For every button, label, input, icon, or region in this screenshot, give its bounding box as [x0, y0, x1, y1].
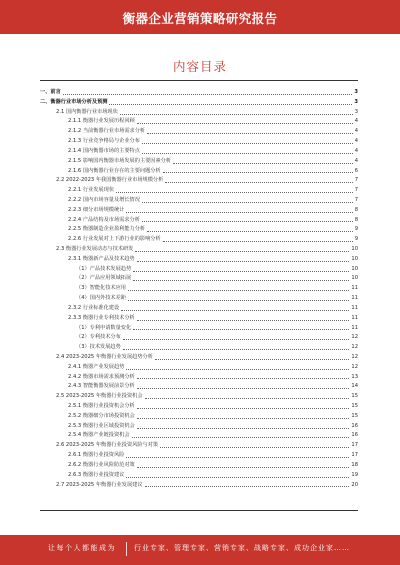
toc-entry-page: 6 — [354, 167, 358, 174]
toc-entry[interactable] — [40, 461, 358, 471]
toc-leader-dots — [133, 280, 349, 281]
toc-entry-title: 2.2.6 行业发展对上下游行业的影响分析 — [68, 236, 161, 243]
toc-entry-title: 2.3.3 衡器行业专利技术分析 — [68, 314, 135, 321]
toc-leader-dots — [173, 163, 353, 164]
toc-entry[interactable] — [40, 235, 358, 245]
toc-entry-page: 16 — [351, 432, 358, 439]
toc-entry-title: （3）智能化技术应用 — [76, 285, 126, 292]
toc-entry-title: （1）专利申请数量变化 — [76, 324, 132, 331]
toc-leader-dots — [120, 114, 353, 115]
toc-leader-dots — [137, 418, 350, 419]
toc-entry-page: 16 — [351, 422, 358, 429]
toc-entry-page: 3 — [354, 98, 358, 105]
toc-entry-page: 10 — [351, 265, 358, 272]
toc-entry-title: 2.5.3 衡器行业区域投资机会 — [68, 422, 135, 429]
toc-entry-title: （2）产品应用领域拓展 — [76, 275, 132, 282]
toc-entry-title: 2.5 2023-2025 年衡器行业投资机会 — [56, 393, 143, 400]
toc-entry-page: 3 — [354, 108, 358, 115]
toc-leader-dots — [123, 349, 350, 350]
toc-entry[interactable] — [40, 294, 358, 304]
toc-entry-page: 20 — [351, 481, 358, 488]
toc-entry[interactable] — [40, 98, 358, 108]
toc-entry-page: 7 — [354, 196, 358, 203]
toc-entry-page: 4 — [354, 118, 358, 125]
toc-entry-page: 10 — [351, 246, 358, 252]
toc-entry[interactable] — [40, 284, 358, 294]
toc-entry-page: 7 — [354, 177, 358, 184]
toc-leader-dots — [163, 172, 353, 173]
toc-entry-title: 2.1.6 国内衡器行业存在的主要问题分析 — [68, 167, 161, 174]
footer-divider — [126, 542, 127, 556]
toc-entry-page: 15 — [351, 412, 358, 419]
toc-entry-title: 2.2.5 衡器制造企业盈利能力分析 — [68, 226, 146, 233]
toc-leader-dots — [121, 310, 349, 311]
toc-leader-dots — [123, 339, 350, 340]
toc-leader-dots — [126, 457, 349, 458]
toc-leader-dots — [155, 359, 350, 360]
toc-entry-title: 2.6.1 衡器行业投资风险 — [68, 452, 125, 459]
toc-entry-title: 2.6.3 衡器行业投资建议 — [68, 471, 125, 478]
toc-entry-title: 2.5.1 衡器行业投资机会分析 — [68, 403, 135, 409]
toc-entry-title: 2.2.3 细分市场规模统计 — [68, 206, 125, 213]
toc-entry-page: 8 — [354, 216, 358, 223]
toc-leader-dots — [133, 329, 349, 330]
toc-entry[interactable] — [40, 451, 358, 461]
toc-entry-title: 2.1.1 衡器行业发展历程回顾 — [68, 118, 135, 125]
toc-bottom-rule — [40, 510, 358, 511]
toc-entry-title: 2.4.1 衡器产业发展趋势 — [68, 363, 125, 370]
toc-entry[interactable] — [40, 137, 358, 147]
toc-entry-page: 12 — [351, 353, 358, 360]
toc-entry-page: 19 — [351, 471, 358, 478]
toc-entry-page: 10 — [351, 255, 358, 262]
toc-entry[interactable] — [40, 324, 358, 334]
toc-entry-title: 2.1.3 行业竞争格局与企业分布 — [68, 138, 140, 145]
toc-entry-page: 4 — [354, 157, 358, 164]
toc-leader-dots — [142, 202, 353, 203]
toc-leader-dots — [145, 398, 350, 399]
toc-entry-page: 4 — [354, 138, 358, 145]
toc-entry-title: 2.3.2 行业标准化建设 — [68, 304, 120, 311]
toc-entry-title: 2.1 国内衡器行业市场现状 — [56, 108, 118, 115]
toc-leader-dots — [137, 388, 350, 389]
toc-entry[interactable] — [40, 206, 358, 216]
toc-entry[interactable] — [40, 373, 358, 383]
toc-entry[interactable] — [40, 481, 358, 491]
toc-entry[interactable] — [40, 353, 358, 363]
toc-entry-title: 2.4.2 衡器市场需求预测分析 — [68, 373, 135, 380]
toc-entry[interactable] — [40, 412, 358, 422]
toc-entry-title: 2.3.1 衡器新产品及技术趋势 — [68, 255, 135, 262]
toc-entry[interactable] — [40, 88, 358, 98]
toc-entry-title: 2.7 2023-2025 年衡器行业发展建议 — [56, 481, 143, 488]
toc-entry-title: 2.1.2 当前衡器行业市场需求分析 — [68, 128, 146, 135]
toc-entry-page: 11 — [351, 295, 358, 302]
report-title: 衡器企业营销策略研究报告 — [122, 11, 278, 26]
toc-leader-dots — [137, 123, 353, 124]
toc-entry-title: 2.6.2 衡器行业风险防范对策 — [68, 461, 135, 468]
toc-entry[interactable] — [40, 441, 358, 451]
toc-entry[interactable] — [40, 392, 358, 402]
toc-leader-dots — [63, 94, 353, 95]
table-of-contents — [40, 88, 358, 490]
toc-entry-title: 2.3 衡器行业发展动态与技术研发 — [56, 246, 134, 252]
toc-leader-dots — [163, 241, 353, 242]
toc-entry-title: 一、前言 — [40, 89, 61, 95]
toc-leader-dots — [109, 104, 352, 105]
toc-entry[interactable] — [40, 333, 358, 343]
toc-entry-page: 9 — [354, 236, 358, 243]
toc-entry[interactable] — [40, 157, 358, 167]
toc-entry[interactable] — [40, 382, 358, 392]
toc-entry[interactable] — [40, 265, 358, 275]
toc-entry-page: 11 — [351, 304, 358, 311]
toc-entry-title: 2.1.4 国内衡器市场的主要特点 — [68, 147, 140, 154]
toc-leader-dots — [116, 192, 353, 193]
toc-leader-dots — [165, 182, 352, 183]
toc-entry-page: 18 — [351, 461, 358, 468]
page-header-bar — [0, 0, 400, 34]
toc-leader-dots — [137, 378, 350, 379]
toc-entry[interactable] — [40, 196, 358, 206]
toc-entry[interactable] — [40, 225, 358, 235]
toc-entry[interactable] — [40, 304, 358, 314]
toc-entry[interactable] — [40, 363, 358, 373]
toc-leader-dots — [137, 428, 350, 429]
toc-entry[interactable] — [40, 431, 358, 441]
toc-entry[interactable] — [40, 176, 358, 186]
toc-entry-title: （1）产品技术发展趋势 — [76, 265, 132, 272]
toc-entry-page: 10 — [351, 275, 358, 282]
toc-top-rule — [40, 80, 358, 81]
toc-entry-title: （4）国内外技术差距 — [76, 295, 126, 302]
toc-entry-title: （3）技术发展趋势 — [76, 344, 121, 351]
toc-entry-page: 15 — [351, 403, 358, 409]
toc-entry-title: 2.4 2023-2025 年衡器行业发展趋势分析 — [56, 353, 153, 360]
toc-entry[interactable] — [40, 314, 358, 324]
toc-leader-dots — [147, 231, 353, 232]
toc-entry-title: 2.4.3 智能衡器发展前景分析 — [68, 383, 135, 390]
toc-entry-title: 二、衡器行业市场分析及预测 — [40, 98, 108, 105]
footer-slogan: 让每个人都能成为 — [48, 544, 116, 552]
toc-leader-dots — [147, 133, 353, 134]
toc-entry[interactable] — [40, 167, 358, 177]
toc-entry-page: 14 — [351, 383, 358, 390]
toc-entry[interactable] — [40, 471, 358, 481]
toc-entry-page: 7 — [354, 187, 358, 194]
toc-leader-dots — [126, 477, 349, 478]
toc-leader-dots — [142, 221, 353, 222]
toc-entry-page: 12 — [351, 344, 358, 351]
toc-entry-page: 9 — [354, 226, 358, 233]
toc-entry[interactable] — [40, 402, 358, 412]
toc-entry-title: 2.5.2 衡器细分市场投资机会 — [68, 412, 135, 419]
toc-leader-dots — [145, 486, 350, 487]
toc-entry-page: 11 — [351, 324, 358, 331]
page-footer-bar — [0, 535, 400, 565]
toc-entry[interactable] — [40, 255, 358, 265]
toc-entry-title: 2.5.4 衡器产业链投资机会 — [68, 432, 130, 439]
toc-entry[interactable] — [40, 422, 358, 432]
toc-leader-dots — [126, 212, 352, 213]
toc-entry[interactable] — [40, 216, 358, 226]
toc-entry-title: （2）专利技术分布 — [76, 334, 121, 341]
toc-entry[interactable] — [40, 186, 358, 196]
toc-leader-dots — [126, 369, 349, 370]
toc-leader-dots — [142, 153, 353, 154]
toc-entry-title: 2.2.2 国内市场容量及增长情况 — [68, 196, 140, 203]
toc-leader-dots — [128, 300, 349, 301]
toc-entry-page: 4 — [354, 147, 358, 154]
toc-entry[interactable] — [40, 147, 358, 157]
toc-leader-dots — [137, 320, 350, 321]
toc-leader-dots — [137, 408, 350, 409]
toc-entry-title: 2.2 2022-2023 年我国衡器行业市场规模分析 — [56, 177, 164, 184]
toc-heading: 内容目录 — [172, 59, 227, 74]
toc-entry-page: 15 — [351, 393, 358, 400]
toc-entry[interactable] — [40, 127, 358, 137]
toc-leader-dots — [142, 143, 353, 144]
toc-entry-page: 4 — [354, 128, 358, 135]
toc-entry[interactable] — [40, 274, 358, 284]
toc-entry[interactable] — [40, 117, 358, 127]
toc-entry-page: 12 — [351, 363, 358, 370]
toc-entry[interactable] — [40, 343, 358, 353]
toc-leader-dots — [137, 261, 350, 262]
toc-entry-title: 2.1.5 影响国内衡器市场发展的主要因素分析 — [68, 157, 172, 164]
toc-entry-title: 2.2.4 产品结构及市场需求分析 — [68, 216, 140, 223]
footer-tagline: 行业专家、管理专家、营销专家、战略专家、成功企业家…… — [134, 544, 350, 552]
toc-entry-page: 11 — [351, 285, 358, 292]
toc-leader-dots — [132, 437, 350, 438]
toc-entry-page: 13 — [351, 373, 358, 380]
toc-entry[interactable] — [40, 108, 358, 118]
toc-entry-page: 17 — [351, 442, 358, 449]
toc-entry-page: 8 — [354, 206, 358, 213]
toc-entry-page: 12 — [351, 334, 358, 341]
toc-leader-dots — [137, 467, 350, 468]
toc-leader-dots — [133, 271, 349, 272]
toc-leader-dots — [135, 251, 349, 252]
toc-leader-dots — [128, 290, 349, 291]
toc-entry-page: 11 — [351, 314, 358, 321]
toc-entry-title: 2.6 2023-2025 年衡器行业投资风险与对策 — [56, 442, 159, 449]
toc-entry-page: 3 — [354, 89, 358, 95]
toc-entry-page: 17 — [351, 452, 358, 459]
toc-entry[interactable] — [40, 245, 358, 255]
toc-entry-title: 2.2.1 行业发展现状 — [68, 187, 114, 194]
toc-leader-dots — [160, 447, 349, 448]
